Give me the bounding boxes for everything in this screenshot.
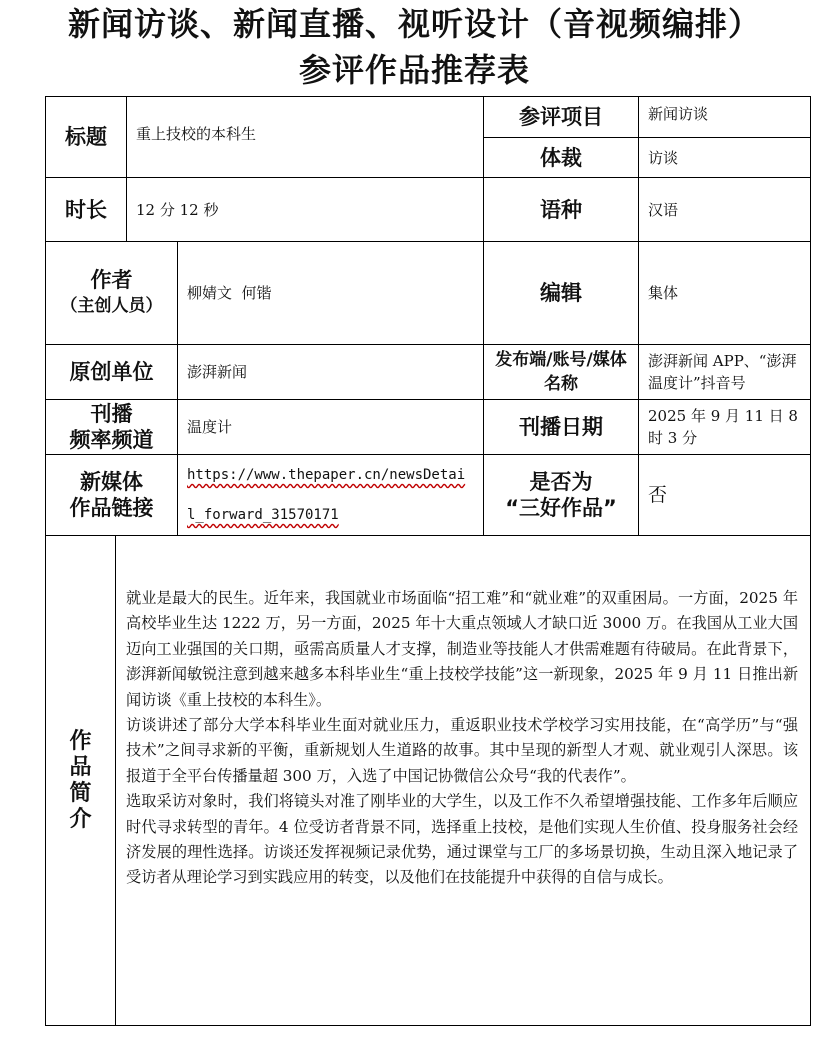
link-label-line-1: 新媒体 — [80, 470, 143, 494]
language-value: 汉语 — [639, 178, 811, 242]
author-label: 作者 — [90, 268, 133, 292]
three-good-value: 否 — [639, 455, 811, 536]
language-label: 语种 — [484, 178, 639, 242]
row-author-editor — [46, 242, 811, 345]
unit-value: 澎湃新闻 — [178, 345, 484, 400]
form-title-line-1: 新闻访谈、新闻直播、视听设计（音视频编排） — [67, 5, 761, 43]
author-sublabel: （主创人员） — [60, 296, 163, 316]
row-frequency-date — [46, 400, 811, 455]
project-label: 参评项目 — [484, 97, 639, 138]
duration-value: 12 分 12 秒 — [127, 178, 484, 242]
platform-value: 澎湃新闻 APP、“澎湃温度计”抖音号 — [639, 345, 811, 400]
project-value: 新闻访谈 — [639, 97, 811, 138]
editor-value: 集体 — [639, 242, 811, 345]
row-unit-platform — [46, 345, 811, 400]
link-label-cell — [46, 455, 178, 536]
editor-label: 编辑 — [484, 242, 639, 345]
platform-label: 发布端/账号/媒体名称 — [484, 345, 639, 400]
form-title-line-2: 参评作品推荐表 — [298, 51, 530, 89]
frequency-label-cell — [46, 400, 178, 455]
genre-label: 体裁 — [484, 138, 639, 178]
recommendation-form-table — [45, 96, 811, 1026]
date-value: 2025 年 9 月 11 日 8 时 3 分 — [639, 400, 811, 455]
intro-paragraph: 就业是最大的民生。近年来，我国就业市场面临“招工难”和“就业难”的双重困局。一方面，2025 年高校毕业生达 1222 万，另一方面，2025 年十大重点领域人才缺口近 3000 万。在我国从工业大国迈向工业强国的关口期，亟需高质量人才支撑，制造业等技能人才供需难题有待破局。在此背景下，澎湃新闻敏锐注意到越来越多本科毕业生“重上技校学技能”这一新现象，2025 年 9 月 11 日推出新闻访谈《重上技校的本科生》。 — [126, 589, 799, 709]
date-label: 刊播日期 — [484, 400, 639, 455]
intro-content-cell — [116, 536, 811, 1026]
frequency-value: 温度计 — [178, 400, 484, 455]
work-link-line-1[interactable]: https://www.thepaper.cn/newsDetai — [187, 467, 466, 483]
frequency-label-line-2: 频率频道 — [69, 428, 154, 452]
genre-value: 访谈 — [639, 138, 811, 178]
frequency-label-line-1: 刊播 — [90, 402, 133, 426]
row-duration-language — [46, 178, 811, 242]
intro-paragraph: 访谈讲述了部分大学本科毕业生面对就业压力，重返职业技术学校学习实用技能，在“高学历”与“强技术”之间寻求新的平衡，重新规划人生道路的故事。其中呈现的新型人才观、就业观引人深思。该报道于全平台传播量超 300 万，入选了中国记协微信公众号“我的代表作”。 — [126, 716, 799, 785]
intro-text — [126, 586, 798, 891]
three-good-label-line-2: “三好作品” — [505, 496, 617, 520]
intro-label-char: 作 — [69, 728, 92, 754]
intro-label-char: 介 — [69, 806, 92, 832]
link-label-line-2: 作品链接 — [69, 496, 154, 520]
three-good-label-cell — [484, 455, 639, 536]
author-value: 柳婧文 何锴 — [178, 242, 484, 345]
row-link-three-good — [46, 455, 811, 536]
intro-paragraph: 选取采访对象时，我们将镜头对准了刚毕业的大学生，以及工作不久希望增强技能、工作多年后顺应时代寻求转型的青年。4 位受访者背景不同，选择重上技校，是他们实现人生价值、投身服务社会经济发展的理性选择。访谈还发挥视频记录优势，通过课堂与工厂的多场景切换，生动且深入地记录了受访者从理论学习到实践应用的转变，以及他们在技能提升中获得的自信与成长。 — [126, 792, 799, 887]
duration-label: 时长 — [46, 178, 127, 242]
three-good-label-line-1: 是否为 — [529, 470, 593, 494]
title-value: 重上技校的本科生 — [127, 97, 484, 178]
intro-label-cell — [46, 536, 116, 1026]
row-introduction — [46, 536, 811, 1026]
title-label: 标题 — [46, 97, 127, 178]
work-link-line-2[interactable]: l_forward_31570171 — [187, 507, 339, 523]
work-link[interactable] — [178, 455, 484, 536]
unit-label: 原创单位 — [46, 345, 178, 400]
intro-label-char: 简 — [69, 780, 92, 806]
author-label-cell — [46, 242, 178, 345]
intro-label-char: 品 — [69, 754, 92, 780]
row-title-project — [46, 97, 811, 138]
